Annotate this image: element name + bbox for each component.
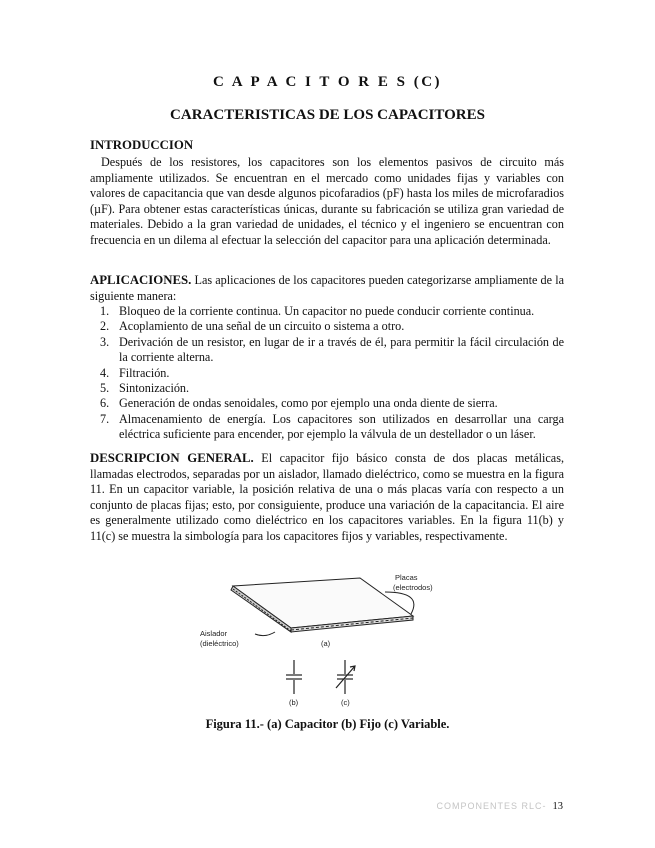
list-item-number: 5. xyxy=(100,381,110,396)
capacitor-drawing xyxy=(231,578,414,636)
capacitor-figure xyxy=(195,572,455,712)
list-item xyxy=(100,396,564,411)
fixed-capacitor-symbol xyxy=(286,660,302,694)
applications-heading: APLICACIONES. xyxy=(90,273,192,287)
list-item-number: 3. xyxy=(100,334,110,349)
section-title: CARACTERISTICAS DE LOS CAPACITORES xyxy=(170,107,485,123)
list-item-number: 7. xyxy=(100,411,110,426)
plates-label: Placas xyxy=(395,573,418,582)
list-item-number: 2. xyxy=(100,319,110,334)
electrodes-label: (electrodos) xyxy=(393,583,433,592)
list-item xyxy=(100,335,564,366)
list-item-text: Generación de ondas senoidales, como por ejemplo una onda diente de sierra. xyxy=(119,396,498,411)
page-title: C A P A C I T O R E S (C) xyxy=(212,74,443,90)
list-item-text: Derivación de un resistor, en lugar de ir a través de él, para permitir la fácil circulación de la corriente alterna. xyxy=(119,334,564,365)
list-item-number: 6. xyxy=(100,396,110,411)
list-item xyxy=(100,381,564,396)
description-paragraph xyxy=(90,451,564,545)
list-item xyxy=(100,304,564,319)
variable-capacitor-symbol xyxy=(336,660,355,694)
list-item xyxy=(100,366,564,381)
list-item-text: Sintonización. xyxy=(119,381,190,396)
list-item-text: Filtración. xyxy=(119,365,170,380)
page-footer xyxy=(436,801,563,812)
applications-intro-text: Las aplicaciones de los capacitores pueden categorizarse ampliamente de la siguiente manera: xyxy=(90,273,565,303)
figure-caption: Figura 11.- (a) Capacitor (b) Fijo (c) Variable. xyxy=(205,717,450,731)
applications-paragraph xyxy=(90,273,564,304)
list-item xyxy=(100,412,564,443)
description-text: El capacitor fijo básico consta de dos placas metálicas, llamadas electrodos, separadas por un aislador, llamado dieléctrico, como se muestra en la figura 11. En un capacitor variable, la posición relativa de una o más placas varía con respecto a un conjunto de placas fijas; esto, por consiguiente, produce una variación de la capacitancia. El aire es generalmente utilizado como dieléctrico en los capacitores variables. En la figura 11(b) y 11(c) se muestra la simbología para los capacitores fijos y variables, respectivamente. xyxy=(90,451,564,543)
label-a: (a) xyxy=(321,639,331,648)
list-item-text: Bloqueo de la corriente continua. Un capacitor no puede conducir corriente continua. xyxy=(119,304,535,318)
description-heading: DESCRIPCION GENERAL. xyxy=(90,451,254,465)
list-item-number: 4. xyxy=(100,365,110,380)
dielectric-label: (dieléctrico) xyxy=(200,639,239,648)
list-item-number: 1. xyxy=(100,304,110,318)
insulator-label: Aislador xyxy=(200,629,228,638)
intro-paragraph: Después de los resistores, los capacitores son los elementos pasivos de circuito más ampliamente utilizados. Se encuentran en el mercado como unidades fijas y variables con valores de capacitancia que van desde algunos picofaradios (pF) hasta los miles de microfaradios (µF). Para obtener estas características únicas, durante su fabricación se utiliza gran variedad de materiales. Debido a la gran variedad de unidades, el técnico y el ingeniero se encuentran con frecuencia en un dilema al efectuar la selección del capacitor para una aplicación determinada. xyxy=(90,155,564,247)
list-item-text: Acoplamiento de una señal de un circuito o sistema a otro. xyxy=(119,319,405,334)
label-c: (c) xyxy=(341,698,350,707)
applications-list xyxy=(100,304,564,443)
intro-heading: INTRODUCCION xyxy=(90,138,194,152)
label-b: (b) xyxy=(289,698,299,707)
list-item-text: Almacenamiento de energía. Los capacitores son utilizados en desarrollar una carga eléctrica suficiente para encender, por ejemplo la válvula de un destellador o un láser. xyxy=(119,411,564,442)
list-item xyxy=(100,319,564,334)
page-number: 13 xyxy=(552,801,563,812)
footer-label: COMPONENTES RLC- xyxy=(436,801,547,811)
